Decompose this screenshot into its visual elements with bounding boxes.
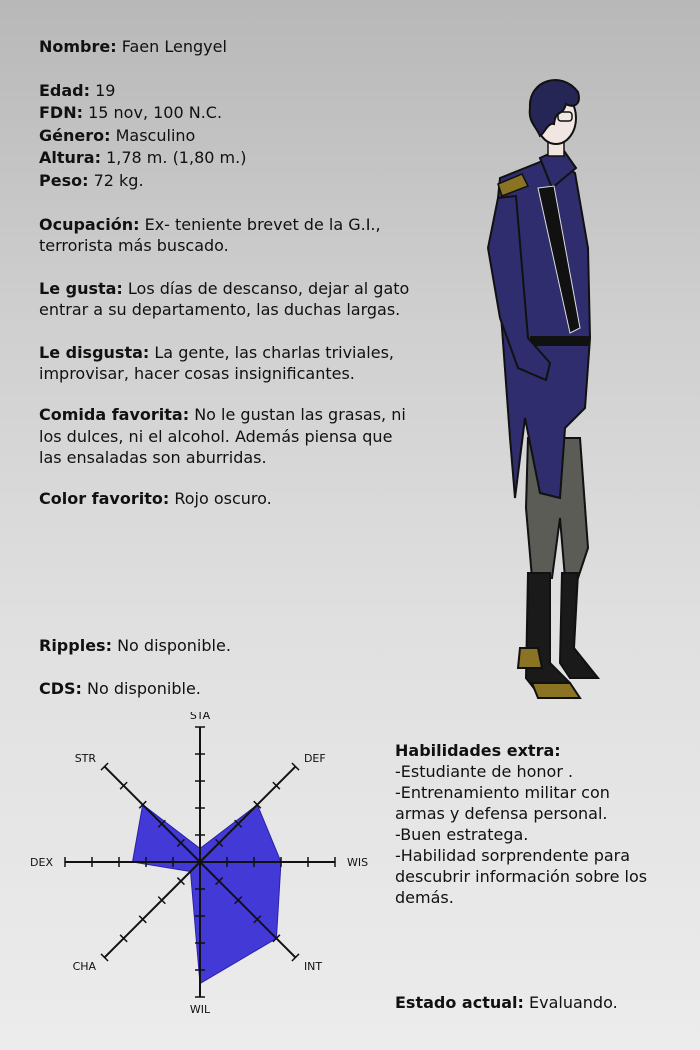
ripples-value: No disponible. — [117, 636, 231, 655]
ocupacion-line — [39, 214, 381, 235]
gusta-line-2: entrar a su departamento, las duchas largas. — [39, 300, 401, 319]
estado-label: Estado actual: — [395, 993, 524, 1012]
radar-label-sta: STA — [189, 712, 211, 722]
ripples-label: Ripples: — [39, 636, 112, 655]
character-shoe-tip-back — [518, 648, 542, 668]
extra-skill-line: -Habilidad sorprendente para — [395, 846, 631, 865]
genero-value: Masculino — [115, 126, 196, 145]
gusta-line — [39, 278, 409, 299]
peso-label: Peso: — [39, 171, 89, 190]
cds-value: No disponible. — [87, 679, 201, 698]
comida-line — [39, 404, 406, 425]
extra-skill-line: -Entrenamiento militar con — [395, 783, 610, 802]
radar-value-polygon — [133, 805, 282, 984]
altura-value: 1,78 m. (1,80 m.) — [106, 148, 247, 167]
character-shoe-tip-front — [532, 683, 580, 698]
genero-line — [39, 125, 195, 146]
comida-label: Comida favorita: — [39, 405, 190, 424]
edad-value: 19 — [95, 81, 116, 100]
disgusta-line — [39, 342, 394, 363]
peso-line — [39, 170, 144, 191]
ocupacion-label: Ocupación: — [39, 215, 140, 234]
ripples-line — [39, 635, 231, 656]
stats-radar-chart — [30, 712, 370, 1022]
color-value: Rojo oscuro. — [174, 489, 272, 508]
edad-label: Edad: — [39, 81, 91, 100]
character-belt — [530, 336, 590, 346]
extra-skill-line: demás. — [395, 888, 454, 907]
color-label: Color favorito: — [39, 489, 170, 508]
edad-line — [39, 80, 115, 101]
radar-label-wis: WIS — [347, 856, 369, 869]
radar-label-def: DEF — [303, 752, 326, 766]
extra-skill-line: -Buen estratega. — [395, 825, 529, 844]
extra-skill-line: armas y defensa personal. — [395, 804, 608, 823]
comida-line-2: los dulces, ni el alcohol. Además piensa que — [39, 427, 393, 446]
ocupacion-value: Ex- teniente brevet de la G.I., — [144, 215, 381, 234]
extra-skill-line: -Estudiante de honor . — [395, 762, 574, 781]
radar-label-str: STR — [74, 752, 97, 766]
cds-label: CDS: — [39, 679, 82, 698]
radar-axes — [65, 727, 335, 997]
nombre-line — [39, 36, 227, 57]
fdn-value: 15 nov, 100 N.C. — [88, 103, 223, 122]
extra-skills-list — [395, 761, 685, 908]
gusta-label: Le gusta: — [39, 279, 123, 298]
extra-skill-line: descubrir información sobre los — [395, 867, 648, 886]
extra-skills-title: Habilidades extra: — [395, 741, 561, 760]
extra-skills-block — [395, 740, 685, 908]
character-illustration — [470, 78, 620, 718]
fdn-label: FDN: — [39, 103, 83, 122]
fdn-line — [39, 102, 222, 123]
comida-value: No le gustan las grasas, ni — [194, 405, 406, 424]
radar-label-cha: CHA — [72, 959, 97, 973]
nombre-label: Nombre: — [39, 37, 117, 56]
estado-value: Evaluando. — [529, 993, 618, 1012]
radar-label-int: INT — [303, 959, 323, 973]
nombre-value: Faen Lengyel — [121, 37, 227, 56]
cds-line — [39, 678, 201, 699]
character-boot-back — [560, 573, 598, 678]
peso-value: 72 kg. — [93, 171, 144, 190]
radar-label-dex: DEX — [30, 856, 53, 869]
estado-line — [395, 992, 618, 1013]
disgusta-label: Le disgusta: — [39, 343, 150, 362]
radar-axis-cha — [105, 862, 200, 957]
ocupacion-line-2: terrorista más buscado. — [39, 236, 229, 255]
disgusta-line-2: improvisar, hacer cosas insignificantes. — [39, 364, 355, 383]
disgusta-value: La gente, las charlas triviales, — [154, 343, 395, 362]
color-line — [39, 488, 272, 509]
altura-label: Altura: — [39, 148, 101, 167]
genero-label: Género: — [39, 126, 111, 145]
gusta-value: Los días de descanso, dejar al gato — [127, 279, 410, 298]
radar-label-wil: WIL — [189, 1003, 211, 1016]
altura-line — [39, 147, 246, 168]
comida-line-3: las ensaladas son aburridas. — [39, 448, 267, 467]
